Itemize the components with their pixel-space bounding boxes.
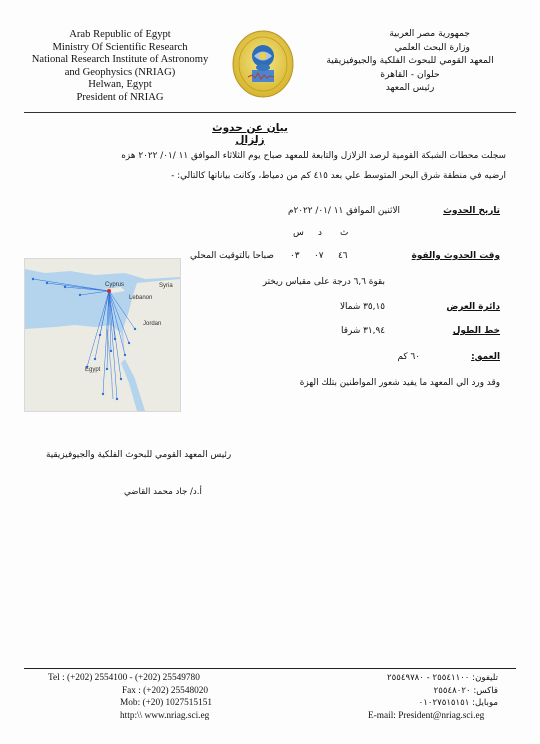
arabic-line: رئيس المعهد <box>385 82 435 93</box>
footer-email[interactable]: E-mail: President@nriag.sci.eg <box>368 711 485 721</box>
depth-value: ٦٠ كم <box>397 352 420 362</box>
time-label: وقت الحدوث والقوة <box>411 251 500 261</box>
date-value: الاثنين الموافق ١١ /٠١/ ٢٠٢٢م <box>287 206 400 216</box>
english-line: National Research Institute of Astronomy <box>31 54 209 66</box>
nriag-seal-logo <box>232 30 294 98</box>
longitude-value: ٣١,٩٤ شرقا <box>341 326 385 336</box>
map-label-jordan: Jordan <box>143 321 162 327</box>
arabic-letterhead <box>310 27 510 95</box>
latitude-label: دائرة العرض <box>446 302 500 312</box>
date-label: تاريخ الحدوث <box>443 206 500 216</box>
unit-seconds: ث <box>340 228 349 238</box>
english-line: Ministry Of Scientific Research <box>52 41 188 53</box>
footer-fax: Fax : (+202) 25548020 <box>122 686 209 696</box>
footer-web[interactable]: http:\\ www.nriag.sci.eg <box>120 711 210 721</box>
arabic-line: المعهد القومي للبحوث الفلكية والجيوفيزيقية <box>326 55 494 66</box>
footer-ar-tel: تليفون: ٢٥٥٤١١٠٠ - ٢٥٥٤٩٧٨٠ <box>386 673 498 683</box>
statement-body-line: ارضيه في منطقة شرق البحر المتوسط علي بعد ٤١٥ كم من دمياط، وكانت بياناتها كالتالي: - <box>171 171 506 181</box>
english-line: Arab Republic of Egypt <box>69 29 171 40</box>
unit-minutes: د <box>318 228 322 238</box>
unit-hours: س <box>293 228 304 238</box>
latitude-value: ٣٥,١٥ شمالا <box>339 302 385 312</box>
english-line: President of NRIAG <box>76 91 164 103</box>
arabic-line: جمهورية مصر العربية <box>389 28 470 39</box>
english-line: and Geophysics (NRIAG) <box>64 66 176 78</box>
map-label-syria: Syria <box>159 283 173 289</box>
time-seconds: ٤٦ <box>338 251 348 261</box>
time-suffix: صباحا بالتوقيت المحلي <box>190 251 274 261</box>
footer-divider <box>24 668 516 669</box>
footer-ar-fax: فاكس: ٢٥٥٤٨٠٢٠ <box>433 686 498 696</box>
time-minutes: ٠٧ <box>314 251 324 261</box>
signature-name: أ.د/ جاد محمد القاضي <box>124 487 202 497</box>
map-label-lebanon: Lebanon <box>129 295 153 301</box>
map-label-egypt: Egypt <box>85 367 101 373</box>
statement-title: بيان عن حدوث زلزال <box>212 122 288 146</box>
arabic-line: وزارة البحث العلمي <box>394 41 470 53</box>
map-label-cyprus: Cyprus <box>105 282 125 288</box>
depth-label: العمق: <box>471 352 500 362</box>
english-line: Helwan, Egypt <box>88 79 152 91</box>
header-divider <box>24 112 516 113</box>
time-hours: ٠٣ <box>290 251 300 261</box>
note-text: وقد ورد الي المعهد ما يفيد شعور المواطنين بتلك الهزة <box>299 378 500 388</box>
footer-mob: Mob: (+20) 1027515151 <box>120 698 213 708</box>
arabic-line: حلوان - القاهرة <box>380 68 440 80</box>
longitude-label: خط الطول <box>452 326 500 336</box>
english-letterhead <box>30 29 210 105</box>
footer-ar-mob: موبايل: ٠١٠٢٧٥١٥١٥١ <box>418 698 498 708</box>
statement-body-line: سجلت محطات الشبكة القومية لرصد الزلازل والتابعة للمعهد صباح يوم الثلاثاء الموافق ١١ /٠١/ ٢٠٢٢ هزه <box>121 151 506 161</box>
magnitude-text: بقوة ٦,٦ درجة على مقياس ريختر <box>262 277 385 287</box>
signature-org-line: رئيس المعهد القومي للبحوث الفلكية والجيوفيزيقية <box>46 450 232 460</box>
epicenter-marker <box>107 289 111 293</box>
epicenter-station-map <box>24 258 181 412</box>
footer-tel: Tel : (+202) 2554100 - (+202) 25549780 <box>48 673 200 683</box>
